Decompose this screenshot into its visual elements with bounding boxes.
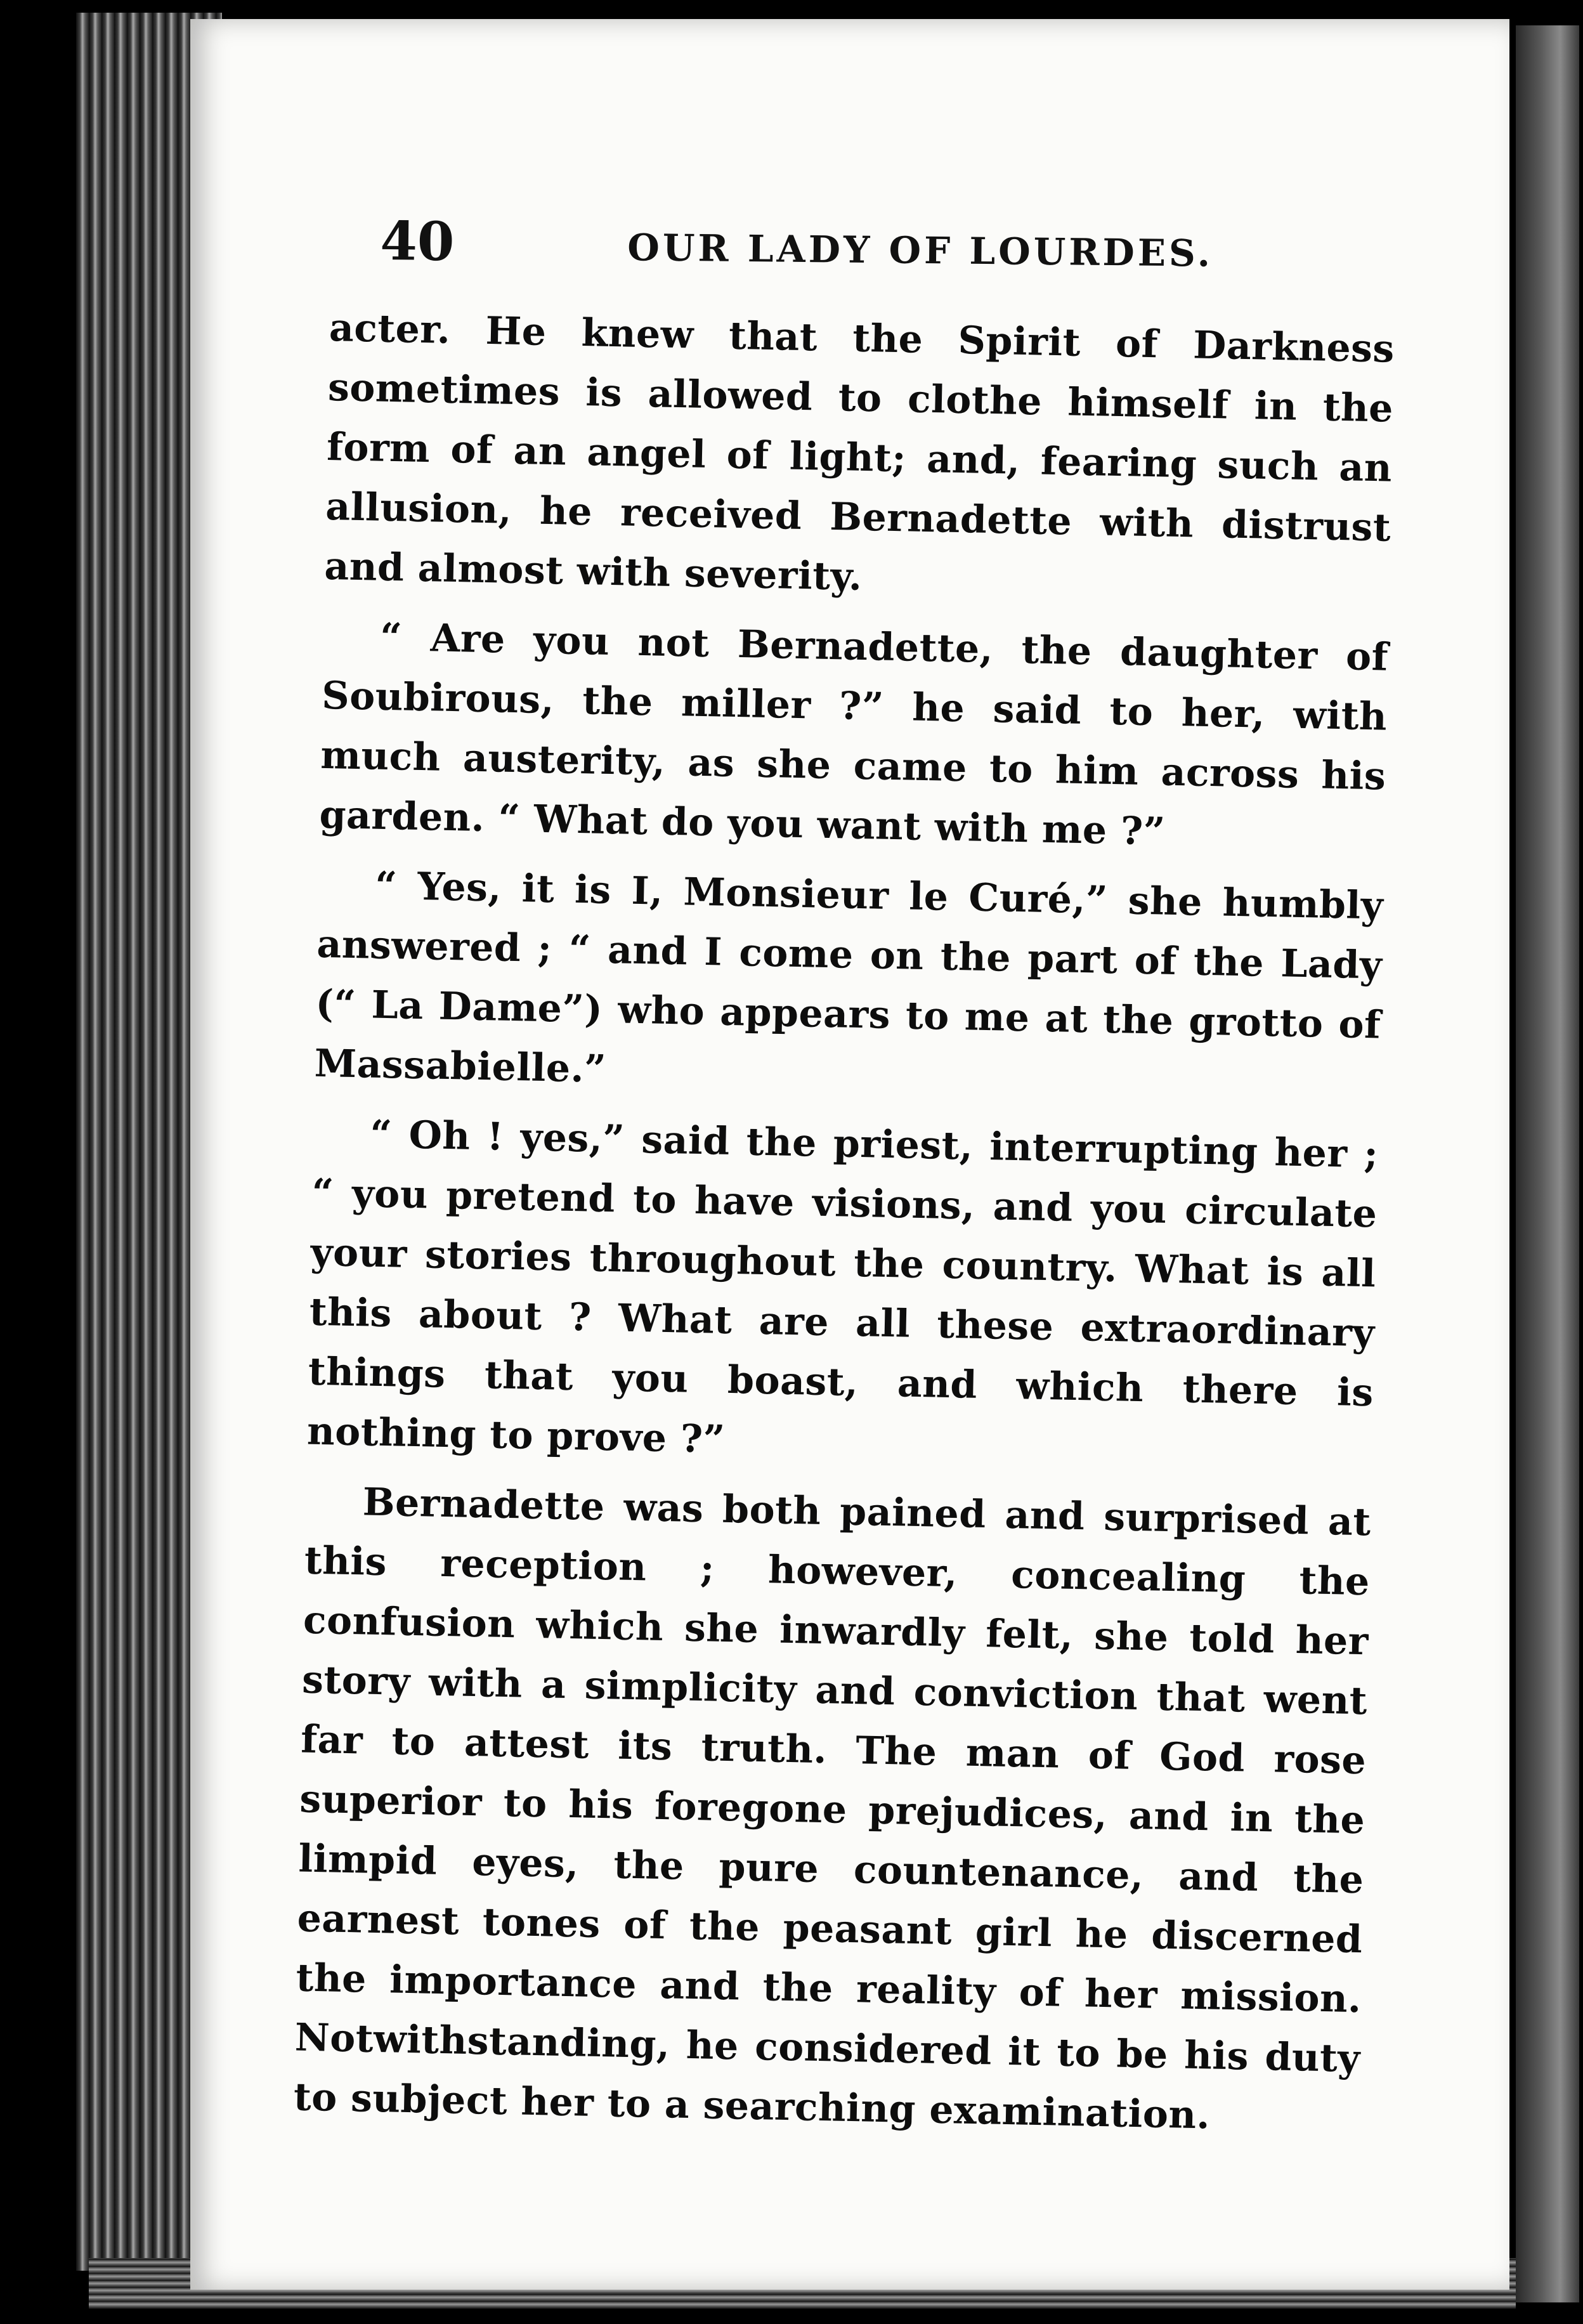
running-title: OUR LADY OF LOURDES.	[627, 226, 1214, 275]
book-right-edge	[1516, 25, 1579, 2302]
page-number: 40	[379, 209, 455, 273]
paragraph: “ Oh ! yes,” said the priest, interrupting her ; “ you pretend to have visions, and you circulate your stories throughout the country. What is all this about ? What are all these extraordinary things that you boast, and which there is nothing to prove ?”	[306, 1112, 1379, 1462]
paragraph: “ Are you not Bernadette, the daughter of Soubirous, the miller ?” he said to her, with much austerity, as she came to him across his garden. “ What do you want with me ?”	[318, 615, 1389, 854]
paragraph: Bernadette was both pained and surprised at this reception ; however, concealing the confusion which she inwardly felt, she told her story with a simplicity and conviction that went far to attest its truth. The man of God rose superior to his foregone prejudices, and in the limpid eyes, the pure countenance, and the earnest tones of the peasant girl he discerned the importance and the reality of her mission. Notwithstanding, he considered it to be his duty to subject her to a searching examination.	[293, 1480, 1372, 2138]
body-text	[293, 298, 1395, 2148]
paragraph: “ Yes, it is I, Monsieur le Curé,” she humbly answered ; “ and I come on the part of the Lady (“ La Dame”) who appears to me at the grotto of Massabielle.”	[314, 863, 1384, 1092]
page-header	[380, 209, 1370, 289]
paragraph-continued: acter. He knew that the Spirit of Darkness sometimes is allowed to clothe himself in the form of an angel of light; and, fearing such an allusion, he received Bernadette with distrust and almost with severity.	[323, 305, 1395, 599]
